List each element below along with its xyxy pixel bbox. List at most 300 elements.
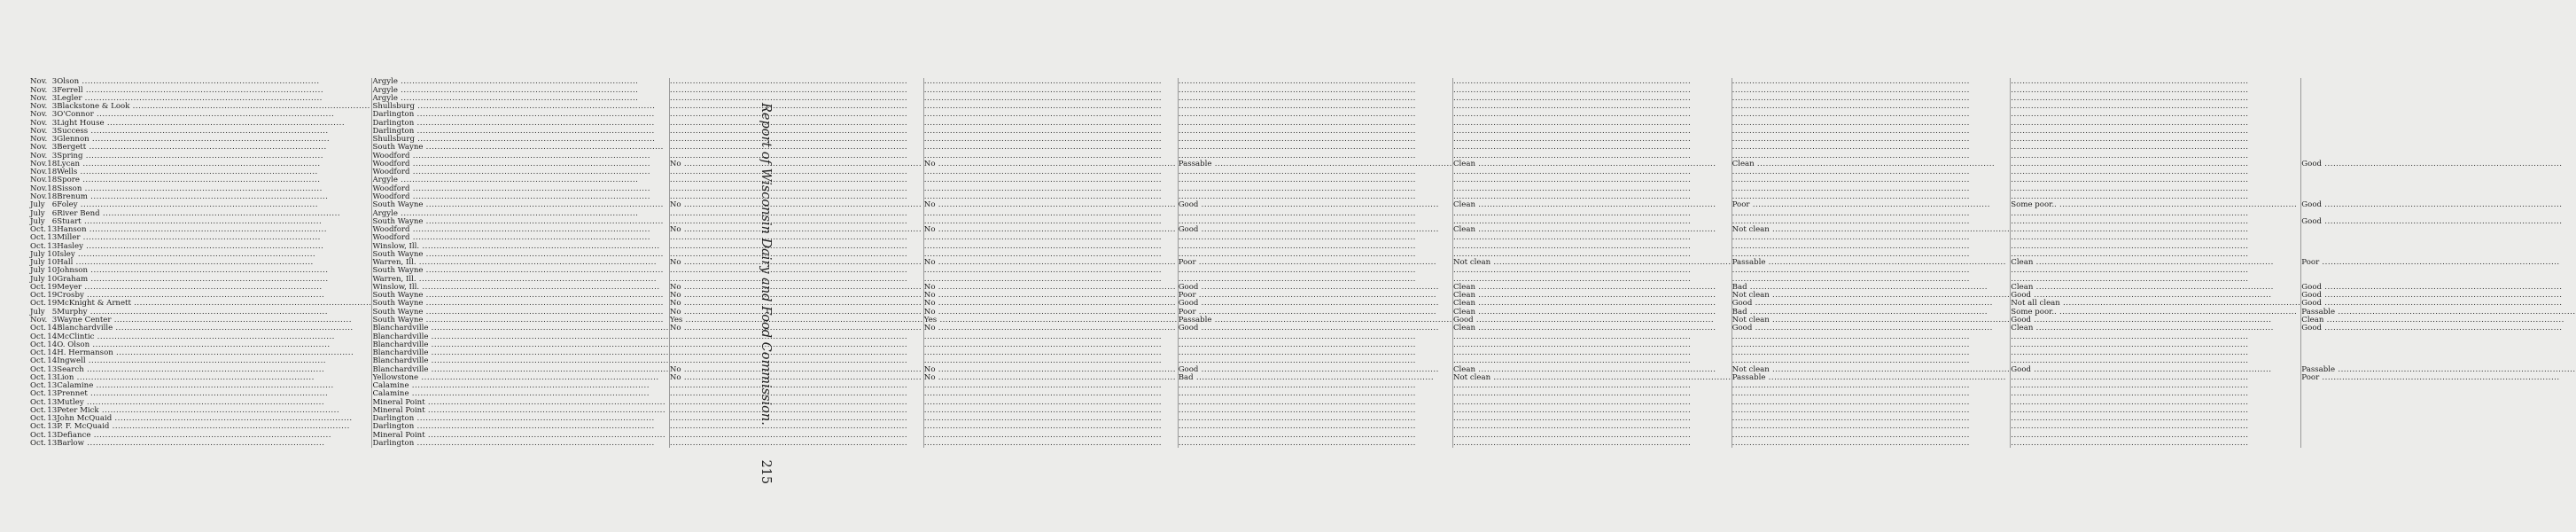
- condition-col-4: [1452, 201, 1732, 209]
- entry-month-text: Nov.: [30, 135, 48, 145]
- factory-name-text: Murphy .....: [57, 309, 371, 317]
- town: [372, 267, 669, 275]
- condition-col-3: [1178, 267, 1452, 275]
- factory-name-text: Light House .....: [57, 120, 371, 128]
- entry-month-text: Oct.: [30, 241, 47, 251]
- answer-col-1-text: [670, 111, 923, 119]
- answer-col-2-text: [924, 234, 1178, 242]
- condition-col-4: [1452, 390, 1732, 398]
- entry-day-text: 18: [47, 184, 58, 193]
- condition-col-3-text: Good .....: [1179, 366, 1452, 374]
- rating-col-7: [2301, 423, 2576, 431]
- condition-col-6-text: Good .....: [2011, 317, 2300, 325]
- answer-col-1: [669, 234, 923, 242]
- rating-col-7: [2301, 168, 2576, 176]
- answer-col-1: [669, 440, 923, 448]
- condition-col-6-text: Good .....: [2011, 366, 2300, 374]
- entry-month-text: Nov.: [30, 151, 48, 160]
- condition-col-6: [2011, 325, 2301, 332]
- entry-day-text: 13: [47, 233, 58, 243]
- condition-col-4-text: Not clean .....: [1453, 374, 1732, 382]
- answer-col-2: [923, 267, 1178, 275]
- table-row: [30, 144, 2576, 152]
- factory-name-text: Defiance .....: [57, 432, 371, 440]
- entry-month-text: Oct.: [30, 372, 47, 382]
- rating-col-7: [2301, 431, 2576, 439]
- entry-month-text: Oct.: [30, 356, 47, 366]
- town-text: Argyle .....: [372, 176, 668, 184]
- factory-name-text: Johnson .....: [57, 267, 371, 275]
- factory-name-text: Blackstone & Look .....: [57, 103, 371, 111]
- entry-day-text: 13: [47, 364, 58, 374]
- table-row: [30, 78, 2576, 86]
- condition-col-5: [1732, 201, 2011, 209]
- condition-col-6-text: Clean .....: [2011, 284, 2300, 292]
- entry-month-text: July: [30, 200, 45, 210]
- answer-col-1-text: No .....: [670, 292, 923, 300]
- condition-col-3: [1178, 78, 1452, 86]
- condition-col-3-text: Bad .....: [1179, 374, 1452, 382]
- rating-col-7: [2301, 398, 2576, 406]
- condition-col-5-text: Good .....: [1732, 325, 2011, 332]
- entry-day-text: 3: [51, 110, 58, 120]
- rating-col-7: [2301, 407, 2576, 415]
- entry-month-text: Oct.: [30, 348, 47, 358]
- entry-day-text: 13: [47, 405, 58, 415]
- rating-col-7: [2301, 95, 2576, 103]
- entry-day-text: 13: [47, 381, 58, 391]
- entry-month-text: Nov.: [30, 176, 48, 185]
- answer-col-2: [923, 234, 1178, 242]
- entry-day-text: 14: [47, 356, 58, 366]
- entry-day-text: 13: [47, 414, 58, 424]
- rating-col-7: [2301, 111, 2576, 119]
- condition-col-4: [1452, 440, 1732, 448]
- rating-col-7: [2301, 259, 2576, 267]
- condition-col-4-text: Good .....: [1453, 317, 1732, 325]
- entry-day-text: 19: [47, 299, 58, 309]
- town-text: South Wayne .....: [372, 300, 668, 308]
- condition-col-3-text: Poor .....: [1179, 309, 1452, 317]
- condition-col-4-text: Clean .....: [1453, 292, 1732, 300]
- town-text: Woodford .....: [372, 185, 668, 193]
- table-row: [30, 234, 2576, 242]
- entry-month-text: Nov.: [30, 168, 48, 177]
- entry-day-text: 14: [47, 340, 58, 349]
- inspection-table-body: [30, 78, 2576, 448]
- condition-col-5-text: [1732, 111, 2011, 119]
- answer-col-2-text: [924, 390, 1178, 398]
- rating-col-7-text: Good .....: [2301, 325, 2575, 332]
- rating-col-7: [2301, 86, 2576, 94]
- answer-col-1-text: No .....: [670, 226, 923, 234]
- answer-col-1-text: No .....: [670, 160, 923, 168]
- condition-col-4-text: [1453, 234, 1732, 242]
- factory-name-text: Calamine .....: [57, 382, 371, 390]
- factory-name: [57, 325, 372, 332]
- condition-col-5-text: Not clean .....: [1732, 292, 2011, 300]
- town-text: South Wayne .....: [372, 144, 668, 152]
- answer-col-1: [669, 325, 923, 332]
- condition-col-4-text: Clean .....: [1453, 226, 1732, 234]
- condition-col-3-text: Good .....: [1179, 201, 1452, 209]
- condition-col-3: [1178, 201, 1452, 209]
- town: [372, 325, 669, 332]
- condition-col-3: [1178, 390, 1452, 398]
- condition-col-5-text: [1732, 390, 2011, 398]
- condition-col-5: [1732, 234, 2011, 242]
- answer-col-1: [669, 144, 923, 152]
- entry-day-text: 18: [47, 192, 58, 201]
- condition-col-6-text: Good .....: [2011, 292, 2300, 300]
- condition-col-3-text: Poor .....: [1179, 292, 1452, 300]
- entry-month-text: Nov.: [30, 192, 48, 201]
- factory-name: [57, 78, 372, 86]
- condition-col-3: [1178, 111, 1452, 119]
- answer-col-1-text: No .....: [670, 374, 923, 382]
- entry-day-text: 3: [51, 102, 58, 112]
- answer-col-2-text: No .....: [924, 374, 1178, 382]
- condition-col-6-text: Clean .....: [2011, 325, 2300, 332]
- factory-name-text: Legler .....: [57, 95, 371, 103]
- rating-col-7-text: Good .....: [2301, 292, 2575, 300]
- condition-col-5-text: Not clean .....: [1732, 317, 2011, 325]
- condition-col-4: [1452, 78, 1732, 86]
- factory-name: [57, 357, 372, 365]
- condition-col-5: [1732, 144, 2011, 152]
- rating-col-7: [2301, 357, 2576, 365]
- condition-col-3-text: Poor .....: [1179, 259, 1452, 267]
- town-text: Argyle .....: [372, 95, 668, 103]
- answer-col-1: [669, 111, 923, 119]
- running-head-title: Report of Wisconsin Dairy and Food Commission.: [759, 103, 773, 426]
- town: [372, 234, 669, 242]
- town-text: Darlington .....: [372, 111, 668, 119]
- factory-name: [57, 111, 372, 119]
- condition-col-6-text: Clean .....: [2011, 259, 2300, 267]
- entry-day-text: 10: [47, 258, 58, 268]
- factory-name-text: Mutley .....: [57, 399, 371, 407]
- entry-day-text: 18: [47, 168, 58, 177]
- rating-col-7: [2301, 234, 2576, 242]
- town-text: Darlington .....: [372, 415, 668, 423]
- condition-col-3: [1178, 144, 1452, 152]
- condition-col-3-text: Passable .....: [1179, 160, 1452, 168]
- town-text: Darlington .....: [372, 128, 668, 136]
- condition-col-4-text: Clean .....: [1453, 325, 1732, 332]
- condition-col-4-text: Clean .....: [1453, 309, 1732, 317]
- factory-name-text: Graham .....: [57, 276, 371, 284]
- condition-col-3: [1178, 440, 1452, 448]
- factory-name-text: Prennet .....: [57, 390, 371, 398]
- entry-day-text: 19: [47, 282, 58, 292]
- entry-month: [30, 440, 47, 448]
- rating-col-7: [2301, 390, 2576, 398]
- town-text: Shullsburg .....: [372, 103, 668, 111]
- town-text: South Wayne .....: [372, 317, 668, 325]
- entry-month-text: Nov.: [30, 77, 48, 87]
- town: [372, 144, 669, 152]
- town-text: South Wayne .....: [372, 251, 668, 259]
- condition-col-6: [2011, 440, 2301, 448]
- town-text: Argyle .....: [372, 210, 668, 218]
- condition-col-3-text: [1179, 234, 1452, 242]
- town-text: Woodford .....: [372, 234, 668, 242]
- rating-col-7: [2301, 267, 2576, 275]
- answer-col-1: [669, 357, 923, 365]
- answer-col-1-text: [670, 390, 923, 398]
- table-row: [30, 325, 2576, 332]
- factory-name-text: Brenum .....: [57, 193, 371, 201]
- factory-name-text: Spore .....: [57, 176, 371, 184]
- rating-col-7: [2301, 382, 2576, 390]
- condition-col-4-text: Clean .....: [1453, 366, 1732, 374]
- factory-name-text: O'Connor .....: [57, 111, 371, 119]
- answer-col-1-text: No .....: [670, 300, 923, 308]
- entry-day-text: 14: [47, 348, 58, 358]
- entry-month-text: Oct.: [30, 438, 47, 448]
- rating-col-7: [2301, 103, 2576, 111]
- rating-col-7: [2301, 128, 2576, 136]
- entry-month-text: July: [30, 208, 45, 218]
- entry-day-text: 6: [51, 208, 58, 218]
- condition-col-4: [1452, 234, 1732, 242]
- factory-name-text: Hall .....: [57, 259, 371, 267]
- factory-name-text: River Bend .....: [57, 210, 371, 218]
- entry-day-text: 19: [47, 291, 58, 301]
- town: [372, 78, 669, 86]
- answer-col-2-text: No .....: [924, 300, 1178, 308]
- rating-col-7-text: Clean .....: [2301, 317, 2575, 325]
- answer-col-2: [923, 325, 1178, 332]
- condition-col-3: [1178, 234, 1452, 242]
- factory-name-text: Hanson .....: [57, 226, 371, 234]
- factory-name-text: H. Hermanson .....: [57, 349, 371, 357]
- entry-day-text: 13: [47, 225, 58, 235]
- condition-col-5-text: [1732, 440, 2011, 448]
- condition-col-4: [1452, 325, 1732, 332]
- answer-col-1-text: No .....: [670, 284, 923, 292]
- condition-col-3-text: [1179, 440, 1452, 448]
- answer-col-2-text: No .....: [924, 325, 1178, 332]
- condition-col-6-text: [2011, 234, 2300, 242]
- rating-col-7: [2301, 184, 2576, 192]
- town-text: Warren, Ill. .....: [372, 276, 668, 284]
- entry-day-text: 18: [47, 159, 58, 168]
- entry-day-text: 3: [51, 315, 58, 325]
- answer-col-1: [669, 267, 923, 275]
- entry-day-text: 3: [51, 77, 58, 87]
- answer-col-1: [669, 201, 923, 209]
- factory-name-text: Search .....: [57, 366, 371, 374]
- condition-col-4-text: [1453, 440, 1732, 448]
- rating-col-7: [2301, 226, 2576, 234]
- answer-col-2-text: No .....: [924, 259, 1178, 267]
- condition-col-5: [1732, 440, 2011, 448]
- entry-month-text: July: [30, 307, 45, 317]
- rating-col-7-text: Good .....: [2301, 218, 2575, 226]
- factory-name-text: Ferrell .....: [57, 87, 371, 95]
- entry-month-text: Oct.: [30, 340, 47, 349]
- answer-col-2-text: [924, 78, 1178, 86]
- entry-month-text: July: [30, 258, 45, 268]
- condition-col-5-text: Poor .....: [1732, 201, 2011, 209]
- town: [372, 357, 669, 365]
- rating-col-7: [2301, 349, 2576, 357]
- condition-col-4: [1452, 357, 1732, 365]
- condition-col-5-text: [1732, 357, 2011, 365]
- condition-col-6: [2011, 201, 2301, 209]
- entry-month-text: Oct.: [30, 405, 47, 415]
- factory-name-text: Wells .....: [57, 168, 371, 176]
- entry-month-text: Nov.: [30, 110, 48, 120]
- condition-col-4-text: [1453, 111, 1732, 119]
- answer-col-2: [923, 201, 1178, 209]
- town-text: Winslow, Ill. .....: [372, 243, 668, 251]
- entry-month-text: Oct.: [30, 291, 47, 301]
- condition-col-5-text: [1732, 234, 2011, 242]
- factory-name-text: Crosby .....: [57, 292, 371, 300]
- town-text: Darlington .....: [372, 423, 668, 431]
- answer-col-1: [669, 78, 923, 86]
- table-row: [30, 357, 2576, 365]
- answer-col-1-text: [670, 357, 923, 365]
- condition-col-5-text: Not clean .....: [1732, 366, 2011, 374]
- entry-month-text: Nov.: [30, 126, 48, 136]
- rating-col-7: [2301, 144, 2576, 152]
- rating-col-7: [2301, 332, 2576, 340]
- entry-day-text: 13: [47, 422, 58, 432]
- entry-day-text: 6: [51, 200, 58, 210]
- town-text: Darlington .....: [372, 120, 668, 128]
- rating-col-7-text: Good .....: [2301, 160, 2575, 168]
- town-text: Woodford .....: [372, 160, 668, 168]
- town-text: Blanchardville .....: [372, 325, 668, 332]
- entry-day-text: 5: [51, 307, 58, 317]
- condition-col-3-text: [1179, 78, 1452, 86]
- condition-col-3: [1178, 357, 1452, 365]
- answer-col-2-text: No .....: [924, 160, 1178, 168]
- factory-name-text: Sisson .....: [57, 185, 371, 193]
- factory-name-text: P. F. McQuaid .....: [57, 423, 371, 431]
- table-row: [30, 201, 2576, 209]
- rating-col-7: [2301, 136, 2576, 144]
- condition-col-5: [1732, 325, 2011, 332]
- factory-name-text: Bergett .....: [57, 144, 371, 152]
- table-row: [30, 390, 2576, 398]
- condition-col-4-text: Clean .....: [1453, 284, 1732, 292]
- answer-col-2: [923, 390, 1178, 398]
- entry-day-text: 13: [47, 397, 58, 407]
- answer-col-2: [923, 78, 1178, 86]
- entry-day-text: 18: [47, 176, 58, 185]
- answer-col-2: [923, 357, 1178, 365]
- rating-col-7-text: Good .....: [2301, 284, 2575, 292]
- rating-col-7-text: Good .....: [2301, 300, 2575, 308]
- town-text: South Wayne .....: [372, 309, 668, 317]
- town-text: Woodford .....: [372, 168, 668, 176]
- answer-col-2: [923, 440, 1178, 448]
- condition-col-3-text: Good .....: [1179, 325, 1452, 332]
- factory-name-text: Glennon .....: [57, 136, 371, 144]
- town-text: Argyle .....: [372, 87, 668, 95]
- answer-col-1-text: [670, 440, 923, 448]
- factory-name-text: John McQuaid .....: [57, 415, 371, 423]
- factory-name-text: Peter Mick .....: [57, 407, 371, 415]
- answer-col-1-text: No .....: [670, 201, 923, 209]
- entry-month-text: Oct.: [30, 299, 47, 309]
- condition-col-5: [1732, 357, 2011, 365]
- town: [372, 111, 669, 119]
- factory-name-text: Foley .....: [57, 201, 371, 209]
- entry-day-text: 13: [47, 241, 58, 251]
- entry-month-text: Oct.: [30, 422, 47, 432]
- town-text: Blanchardville .....: [372, 341, 668, 349]
- condition-col-5: [1732, 267, 2011, 275]
- town-text: Darlington .....: [372, 440, 668, 448]
- answer-col-2-text: No .....: [924, 201, 1178, 209]
- entry-day-text: 10: [47, 274, 58, 284]
- condition-col-6-text: [2011, 357, 2300, 365]
- condition-col-6-text: [2011, 78, 2300, 86]
- condition-col-4-text: [1453, 78, 1732, 86]
- entry-day-text: 3: [51, 135, 58, 145]
- factory-name-text: Blanchardville .....: [57, 325, 371, 332]
- answer-col-1-text: No .....: [670, 309, 923, 317]
- entry-month-text: Oct.: [30, 430, 47, 440]
- condition-col-3-text: Good .....: [1179, 300, 1452, 308]
- answer-col-1-text: No .....: [670, 366, 923, 374]
- condition-col-5-text: Clean .....: [1732, 160, 2011, 168]
- condition-col-3-text: [1179, 390, 1452, 398]
- answer-col-2-text: No .....: [924, 366, 1178, 374]
- factory-name-text: Hasley .....: [57, 243, 371, 251]
- condition-col-3-text: Passable .....: [1179, 317, 1452, 325]
- factory-name-text: Lycan .....: [57, 160, 371, 168]
- condition-col-6: [2011, 144, 2301, 152]
- entry-day-text: 3: [51, 85, 58, 95]
- condition-col-5-text: Passable .....: [1732, 259, 2011, 267]
- town-text: Woodford .....: [372, 226, 668, 234]
- rating-col-7: [2301, 218, 2576, 226]
- condition-col-5-text: Not clean .....: [1732, 226, 2011, 234]
- condition-col-5-text: [1732, 78, 2011, 86]
- entry-month-text: Nov.: [30, 143, 48, 153]
- factory-name: [57, 390, 372, 398]
- condition-col-3-text: Good .....: [1179, 284, 1452, 292]
- condition-col-6-text: Some poor.. .....: [2011, 309, 2300, 317]
- entry-day-text: 3: [51, 93, 58, 103]
- factory-name-text: Stuart .....: [57, 218, 371, 226]
- town-text: Blanchardville .....: [372, 333, 668, 341]
- condition-col-5: [1732, 111, 2011, 119]
- answer-col-2-text: [924, 111, 1178, 119]
- town-text: South Wayne .....: [372, 267, 668, 275]
- condition-col-3-text: Good .....: [1179, 226, 1452, 234]
- rating-col-7: [2301, 374, 2576, 382]
- answer-col-1: [669, 390, 923, 398]
- running-head: [753, 103, 773, 485]
- entry-month-text: Oct.: [30, 389, 47, 399]
- entry-day-text: 3: [51, 126, 58, 136]
- factory-name: [57, 440, 372, 448]
- town-text: Shullsburg .....: [372, 136, 668, 144]
- condition-col-4: [1452, 144, 1732, 152]
- rating-col-7: [2301, 440, 2576, 448]
- condition-col-6: [2011, 78, 2301, 86]
- town-text: Mineral Point .....: [372, 432, 668, 440]
- condition-col-6-text: Not all clean .....: [2011, 300, 2300, 308]
